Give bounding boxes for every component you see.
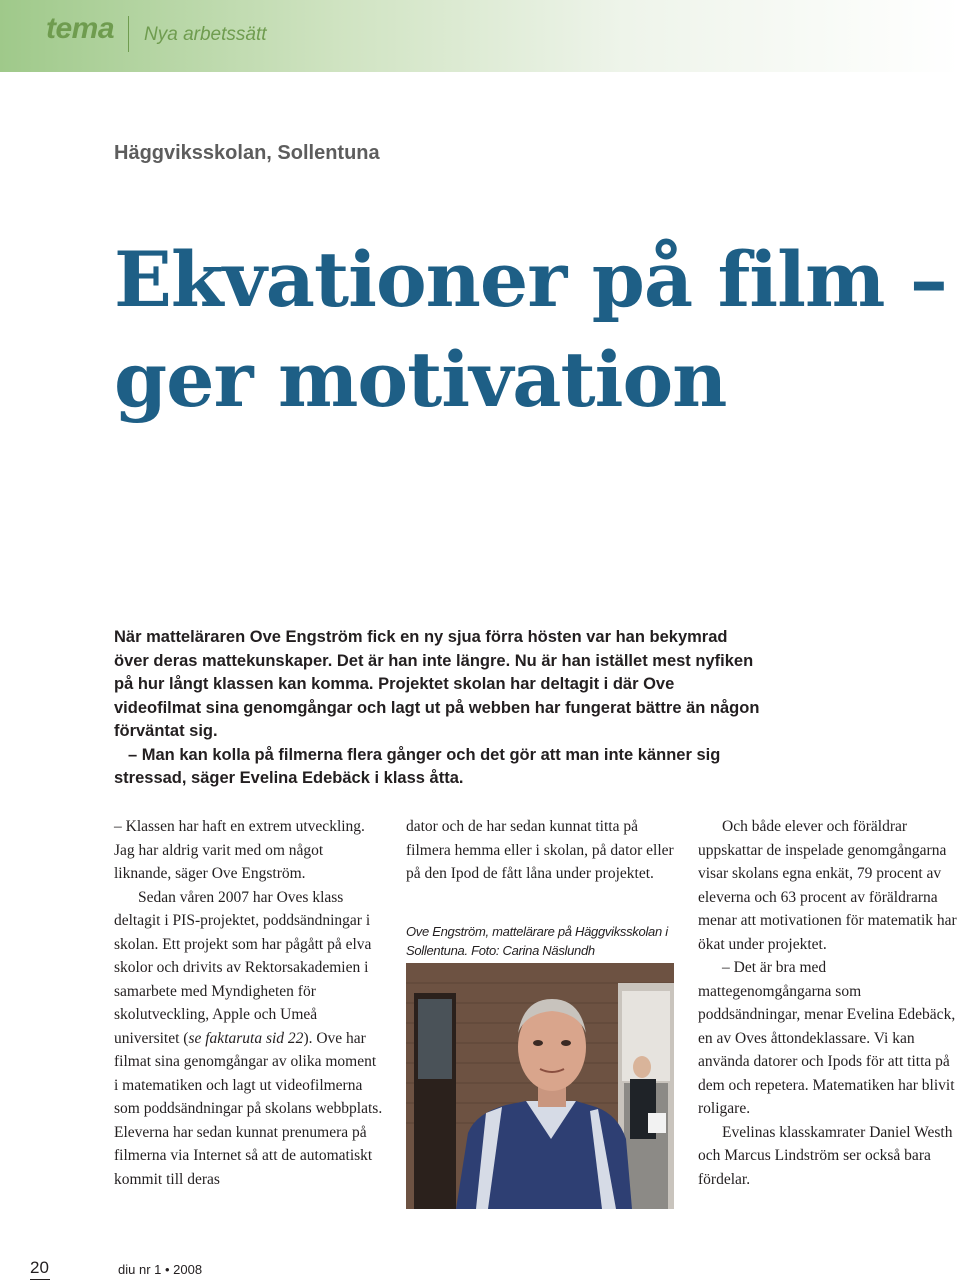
section-tag: tema xyxy=(46,12,115,45)
portrait-photo xyxy=(406,963,674,1209)
body-paragraph: Och både elever och föräldrar uppskattar de inspelade genomgångarna visar skolans egna enkät, 79 procent av eleverna och 63 procent av föräldrarna menar att motivationen för matematik har ökat under projektet. xyxy=(698,818,957,953)
body-text: ). Ove har filmat sina genomgångar av olika moment i matematiken och lagt ut videofilmerna som poddsändningar på skolans webbplats. Eleverna har sedan kunnat prenumera på filmerna via Internet så att de automatiskt kommit till deras xyxy=(114,1029,383,1188)
body-column-1 xyxy=(114,815,384,1191)
article-headline xyxy=(114,230,960,430)
headline-line-2: ger motivation xyxy=(114,335,727,424)
body-paragraph: Evelinas klasskamrater Daniel Westh och Marcus Lindström ser också bara fördelar. xyxy=(698,1123,953,1188)
portrait-photo-image xyxy=(406,963,674,1209)
page-number-rule xyxy=(30,1279,50,1280)
body-column-2 xyxy=(406,815,676,886)
article-ingress xyxy=(114,626,764,791)
fact-box-reference: se faktaruta sid 22 xyxy=(188,1029,304,1047)
page-number: 20 xyxy=(30,1258,49,1277)
body-paragraph xyxy=(114,886,384,1192)
photo-caption: Ove Engström, mattelärare på Häggviksskolan i Sollentuna. Foto: Carina Näslundh xyxy=(406,924,668,958)
article-location: Häggviksskolan, Sollentuna xyxy=(114,142,380,164)
body-paragraph: – Klassen har haft en extrem utveckling. Jag har aldrig varit med om något liknande, säger Ove Engström. xyxy=(114,818,365,882)
ingress-paragraph: När matteläraren Ove Engström fick en ny sjua förra hösten var han bekymrad över deras mattekunskaper. Det är han inte längre. Nu är han istället mest nyfiken på hur långt klassen kan komma. Projektet skolan har deltagit i där Ove videofilmat sina genomgångar och lagt ut på webben har fungerat bättre än någon förväntat sig. xyxy=(114,628,760,740)
headline-line-1: Ekvationer på film – xyxy=(114,235,947,324)
section-subtitle: Nya arbetssätt xyxy=(144,24,267,45)
body-text: Sedan våren 2007 har Oves klass deltagit i PIS-projektet, poddsändningar i skolan. Ett projekt som har pågått på elva skolor och drivits av Rektorsakademien i samarbete med Myndigheten för skolutveckling, Apple och Umeå universitet ( xyxy=(114,888,372,1047)
body-column-3 xyxy=(698,815,960,1191)
header-divider xyxy=(128,16,129,52)
body-paragraph: – Det är bra med mattegenomgångarna som poddsändningar, menar Evelina Edebäck, en av Oves åttondeklassare. Vi kan använda datorer och Ipods för att titta på dem och repetera. Matematiken har blivit roligare. xyxy=(698,959,956,1117)
body-paragraph: dator och de har sedan kunnat titta på filmera hemma eller i skolan, på dator eller på den Ipod de fått låna under projektet. xyxy=(406,818,674,882)
ingress-quote: – Man kan kolla på filmerna flera gånger och det gör att man inte känner sig stressad, säger Evelina Edebäck i klass åtta. xyxy=(114,745,721,787)
publication-footer: diu nr 1 • 2008 xyxy=(118,1262,203,1277)
